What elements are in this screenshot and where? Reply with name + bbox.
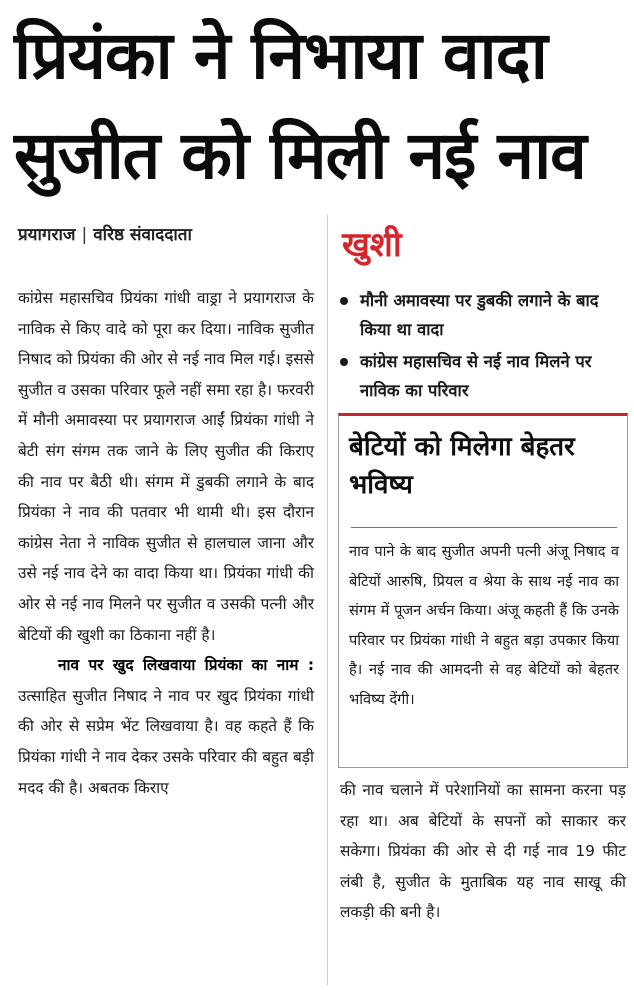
byline <box>18 222 192 245</box>
bullet-dot-icon <box>340 297 348 305</box>
article-subheading: नाव पर खुद लिखवाया प्रियंका का नाम : <box>58 656 314 675</box>
highlight-bullets <box>338 286 628 408</box>
highlight-bullet-2 <box>338 347 628 405</box>
sidebar-box-divider <box>351 527 617 528</box>
bullet-dot-icon <box>340 358 348 366</box>
highlight-bullet-text: मौनी अमावस्या पर डुबकी लगाने के बाद किया था वादा <box>360 291 599 339</box>
article-paragraph-2 <box>18 650 314 803</box>
article-paragraph-2-text: उत्साहित सुजीत निषाद ने नाव पर खुद प्रियंका गांधी की ओर से सप्रेम भेंट लिखवाया है। वह कहते हैं कि प्रियंका गांधी ने नाव देकर उसके परिवार की बहुत बड़ी मदद की है। अबतक किराए <box>18 686 314 797</box>
sidebar-box-body: नाव पाने के बाद सुजीत अपनी पत्नी अंजू निषाद व बेटियों आरुषि, प्रियल व श्रेया के साथ नई नाव का संगम में पूजन अर्चन किया। अंजू कहती हैं कि उनके परिवार पर प्रियंका गांधी ने बहुत बड़ा उपकार किया है। नई नाव की आमदनी से वह बेटियों को बेहतर भविष्य देंगी। <box>349 543 619 708</box>
sidebar-box-title: बेटियों को मिलेगा बेहतर भविष्य <box>349 432 575 500</box>
highlight-bullet-1 <box>338 286 628 344</box>
headline-line-2: सुजीत को मिली नई नाव <box>14 117 586 194</box>
byline-separator: | <box>81 225 88 245</box>
highlight-bullet-text: कांग्रेस महासचिव से नई नाव मिलने पर नाविक का परिवार <box>360 352 592 400</box>
byline-location: प्रयागराज <box>18 225 76 245</box>
highlight-label: खुशी <box>342 225 402 265</box>
sidebar-box <box>338 413 628 768</box>
headline-line-1: प्रियंका ने निभाया वादा <box>14 17 547 94</box>
byline-author: वरिष्ठ संवाददाता <box>93 225 192 245</box>
article-paragraph-1: कांग्रेस महासचिव प्रियंका गांधी वाड्रा ने प्रयागराज के नाविक से किए वादे को पूरा कर दिया। नाविक सुजीत निषाद को प्रियंका की ओर से नई नाव मिल गई। इससे सुजीत व उसका परिवार फूले नहीं समा रहा है। फरवरी में मौनी अमावस्या पर प्रयागराज आईं प्रियंका गांधी ने बेटी संग संगम तक जाने के लिए सुजीत की किराए की नाव पर बैठी थी। संगम में डुबकी लगाने के बाद प्रियंका ने नाव की पतवार भी थामी थी। इस दौरान कांग्रेस नेता ने नाविक सुजीत से हालचाल जाना और उसे नई नाव देने का वादा किया था। प्रियंका गांधी की ओर से नई नाव मिलने पर सुजीत व उसकी पत्नी और बेटियों की खुशी का ठिकाना नहीं है। <box>18 289 314 644</box>
column-divider <box>327 215 328 985</box>
article-paragraph-3: की नाव चलाने में परेशानियों का सामना करना पड़ रहा था। अब बेटियों के सपनों को साकार कर सकेगा। प्रियंका की ओर से दी गई नाव 19 फीट लंबी है, सुजीत के मुताबिक यह नाव साखू की लकड़ी की बनी है। <box>340 781 626 922</box>
article-left-column <box>18 283 314 803</box>
